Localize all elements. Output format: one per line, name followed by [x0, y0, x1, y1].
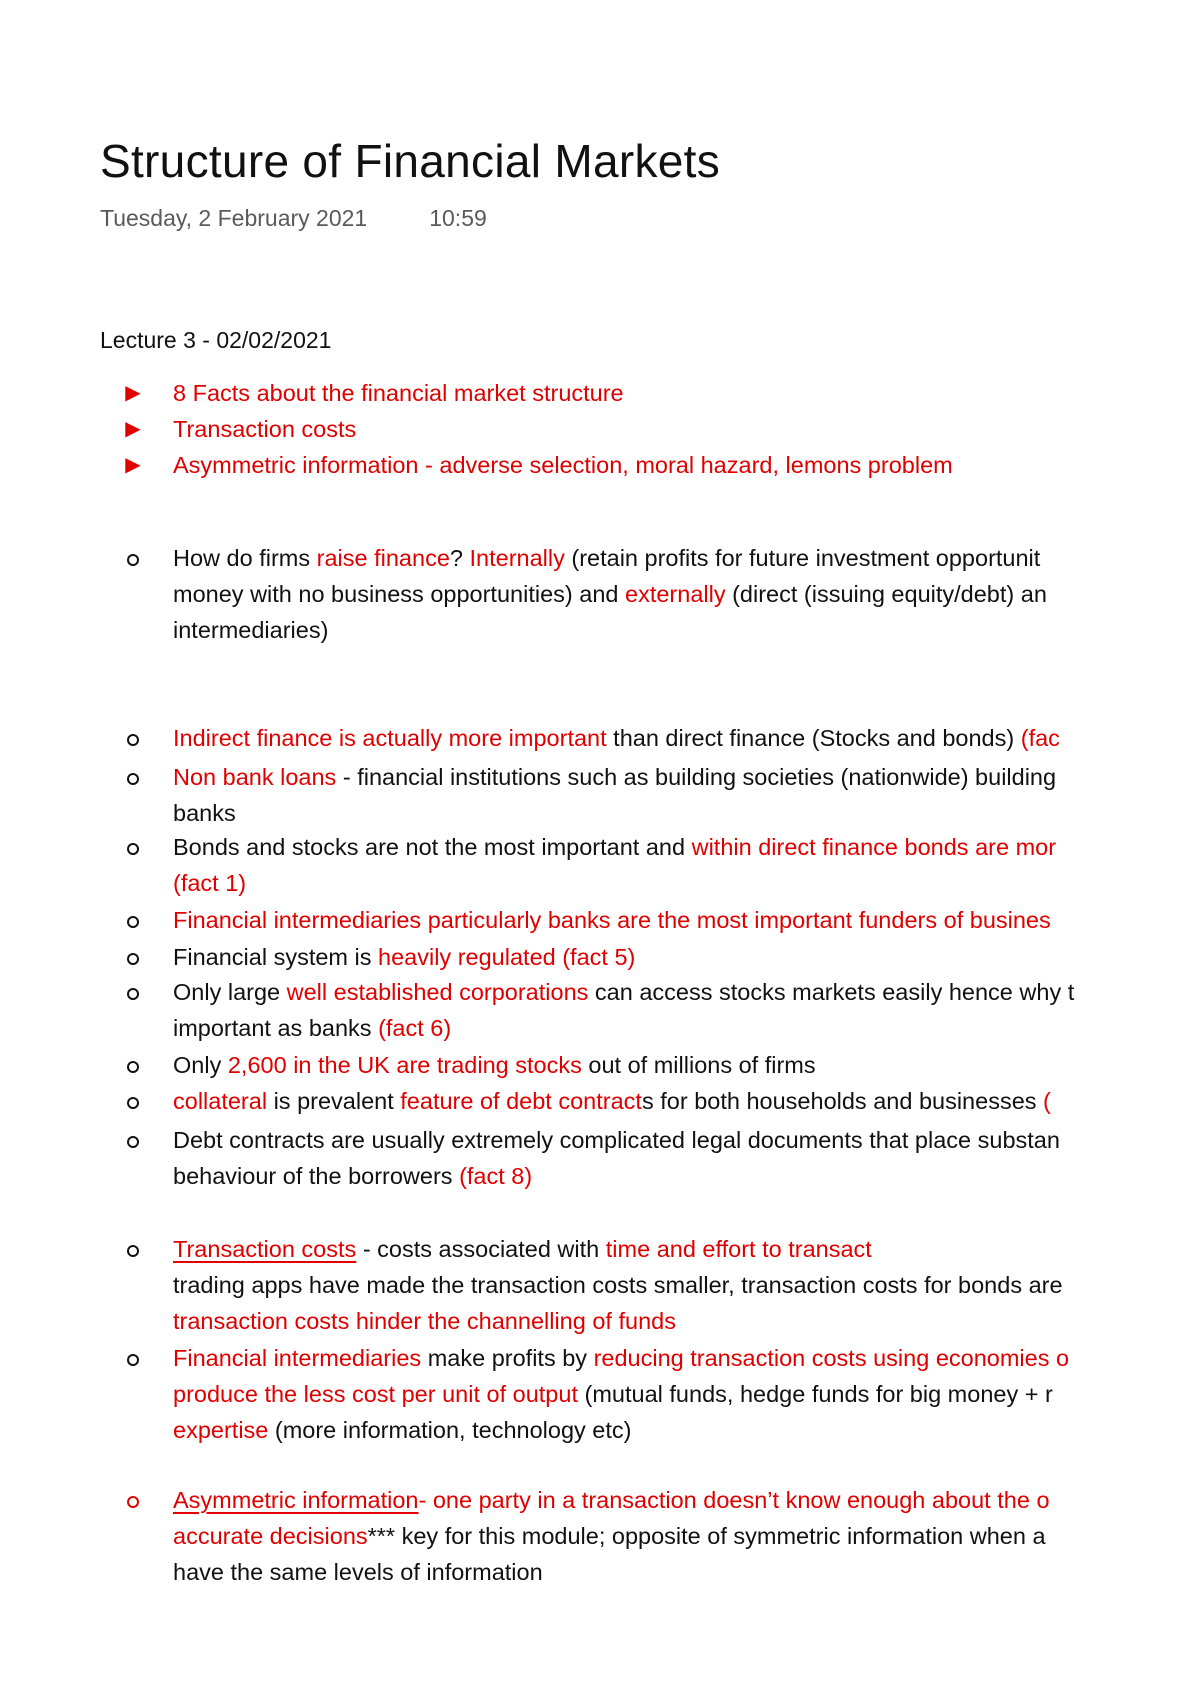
list-item: Asymmetric information- one party in a transaction doesn’t know enough about the o accurate decisions*** key for this module; opposite of symmetric information when a have the same levels of information	[0, 1482, 1200, 1564]
circle-bullet-icon	[118, 1231, 148, 1267]
triangle-bullet-icon: ▶	[125, 454, 141, 476]
page-title: Structure of Financial Markets	[100, 135, 721, 187]
circle-bullet-icon	[118, 1083, 148, 1119]
triangle-bullet-icon: ▶	[125, 418, 141, 440]
page-time: 10:59	[429, 205, 487, 231]
triangle-bullet-icon: ▶	[125, 382, 141, 404]
circle-bullet-icon	[118, 1122, 148, 1158]
circle-bullet-icon	[118, 540, 148, 576]
circle-bullet-icon	[118, 1482, 148, 1518]
circle-bullet-icon	[118, 759, 148, 795]
page-date: Tuesday, 2 February 2021	[100, 205, 368, 231]
circle-bullet-icon	[118, 902, 148, 938]
arrow-item-text: Asymmetric information - adverse selection, moral hazard, lemons problem	[173, 452, 953, 478]
circle-bullet-icon	[118, 1047, 148, 1083]
notebook-page: Structure of Financial Markets Tuesday, 2 February 2021 10:59 Lecture 3 - 02/02/2021 ▶ 8 Facts about the financial market structure ▶ Transaction costs ▶ Asymmetric information - adverse selection, moral hazard, lemons problem How do firms raise finance? Internally (retain profits for future investment opportunit money with no business opportunities) and externally (direct (issuing equity/debt) an intermediaries) Indirect finance is actually more important than direct finance (Stocks and bonds) (fac Non bank loans - financial institutions such as building societies (nationwide) building banks Bonds and stocks are not the most important and within direct finance bonds are mor (fact 1) Financial intermediaries particularly banks are the most important funders of busines Financial system is heavily regulated (fact 5) Only large well established corporations can access stocks markets easily hence why t important as banks (fact 6) Only 2,600 in the UK are trading stocks out of millions of firms collateral is prevalent feature of debt contracts for both households and businesses ( Debt contracts are usually extremely complicated legal documents that place substan behaviour of the borrowers (fact 8) Transaction costs - costs associated with time and effort to transact trading apps have made the transaction costs smaller, transaction costs for bonds are transaction costs hinder the channelling of funds Financial intermediaries make profits by reducing transaction costs using economies o produce the less cost per unit of output (mutual funds, hedge funds for big money + r expertise (more information, technology etc) Asymmetric information- one party in a transaction doesn’t know enough about the o accurate decisions*** key for this module; opposite of symmetric information when a have the same levels of information	[0, 0, 1200, 1698]
circle-bullet-icon	[118, 829, 148, 865]
circle-bullet-icon	[118, 720, 148, 756]
circle-bullet-icon	[118, 939, 148, 975]
page-timestamp	[100, 205, 487, 232]
lecture-heading: Lecture 3 - 02/02/2021	[100, 327, 332, 353]
arrow-item-text: 8 Facts about the financial market structure	[173, 380, 624, 406]
circle-bullet-icon	[118, 1340, 148, 1376]
circle-bullet-icon	[118, 974, 148, 1010]
arrow-item-text: Transaction costs	[173, 416, 357, 442]
